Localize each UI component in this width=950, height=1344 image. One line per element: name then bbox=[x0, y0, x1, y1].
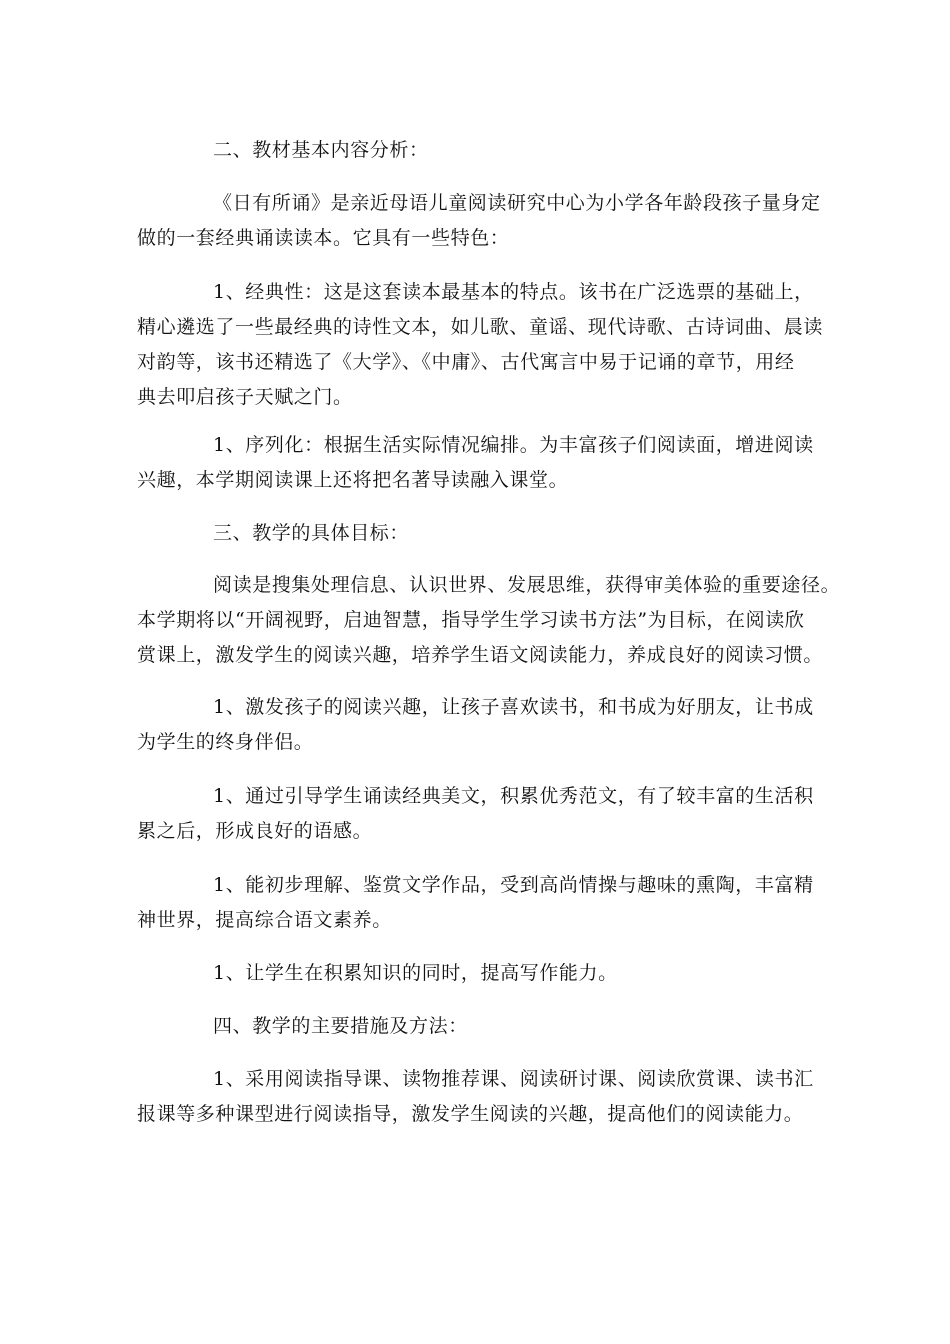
text-line: 累之后，形成良好的语感。 bbox=[137, 820, 373, 842]
text-line: 报课等多种课型进行阅读指导，激发学生阅读的兴趣，提高他们的阅读能力。 bbox=[137, 1103, 804, 1125]
paragraph-goal-recitation bbox=[137, 779, 817, 849]
text-line: 精心遴选了一些最经典的诗性文本，如儿歌、童谣、现代诗歌、古诗词曲、晨读 bbox=[137, 316, 824, 338]
text-line: 1、能初步理解、鉴赏文学作品，受到高尚情操与趣味的熏陶，丰富精 bbox=[213, 874, 814, 896]
paragraph-classic-feature bbox=[137, 275, 824, 415]
heading-teaching-goals bbox=[137, 516, 817, 551]
text-line: 《日有所诵》是亲近母语儿童阅读研究中心为小学各年龄段孩子量身定 bbox=[213, 192, 821, 214]
text-line: 1、采用阅读指导课、读物推荐课、阅读研讨课、阅读欣赏课、读书汇 bbox=[213, 1068, 814, 1090]
heading-textbook-analysis bbox=[137, 133, 817, 168]
text-line: 1、激发孩子的阅读兴趣，让孩子喜欢读书，和书成为好朋友，让书成 bbox=[213, 696, 814, 718]
text-line: 做的一套经典诵读读本。它具有一些特色： bbox=[137, 227, 510, 249]
text-line: 三、教学的具体目标： bbox=[213, 522, 410, 544]
heading-teaching-methods bbox=[137, 1009, 817, 1044]
text-line: 1、序列化：根据生活实际情况编排。为丰富孩子们阅读面，增进阅读 bbox=[213, 434, 814, 456]
paragraph-sequence-feature bbox=[137, 428, 817, 498]
text-line: 四、教学的主要措施及方法： bbox=[213, 1015, 468, 1037]
text-line: 为学生的终身伴侣。 bbox=[137, 731, 314, 753]
paragraph-reading-purpose bbox=[137, 568, 841, 673]
paragraph-method-lessons bbox=[137, 1062, 817, 1132]
text-line: 神世界，提高综合语文素养。 bbox=[137, 909, 392, 931]
text-line: 二、教材基本内容分析： bbox=[213, 139, 429, 161]
text-line: 1、通过引导学生诵读经典美文，积累优秀范文，有了较丰富的生活积 bbox=[213, 785, 814, 807]
text-line: 赏课上，激发学生的阅读兴趣，培养学生语文阅读能力，养成良好的阅读习惯。 bbox=[137, 644, 824, 666]
paragraph-book-intro bbox=[137, 186, 821, 256]
text-line: 对韵等，该书还精选了《大学》、《中庸》、古代寓言中易于记诵的章节，用经 bbox=[137, 351, 795, 373]
text-line: 1、让学生在积累知识的同时，提高写作能力。 bbox=[213, 962, 618, 984]
paragraph-goal-writing bbox=[137, 956, 817, 991]
paragraph-goal-interest bbox=[137, 690, 817, 760]
text-line: 本学期将以“开阔视野，启迪智慧，指导学生学习读书方法”为目标，在阅读欣 bbox=[137, 609, 805, 631]
paragraph-goal-appreciation bbox=[137, 868, 817, 938]
text-line: 阅读是搜集处理信息、认识世界、发展思维，获得审美体验的重要途径。 bbox=[213, 574, 841, 596]
text-line: 典去叩启孩子天赋之门。 bbox=[137, 386, 353, 408]
text-line: 兴趣，本学期阅读课上还将把名著导读融入课堂。 bbox=[137, 469, 569, 491]
text-line: 1、经典性：这是这套读本最基本的特点。该书在广泛选票的基础上， bbox=[213, 281, 814, 303]
